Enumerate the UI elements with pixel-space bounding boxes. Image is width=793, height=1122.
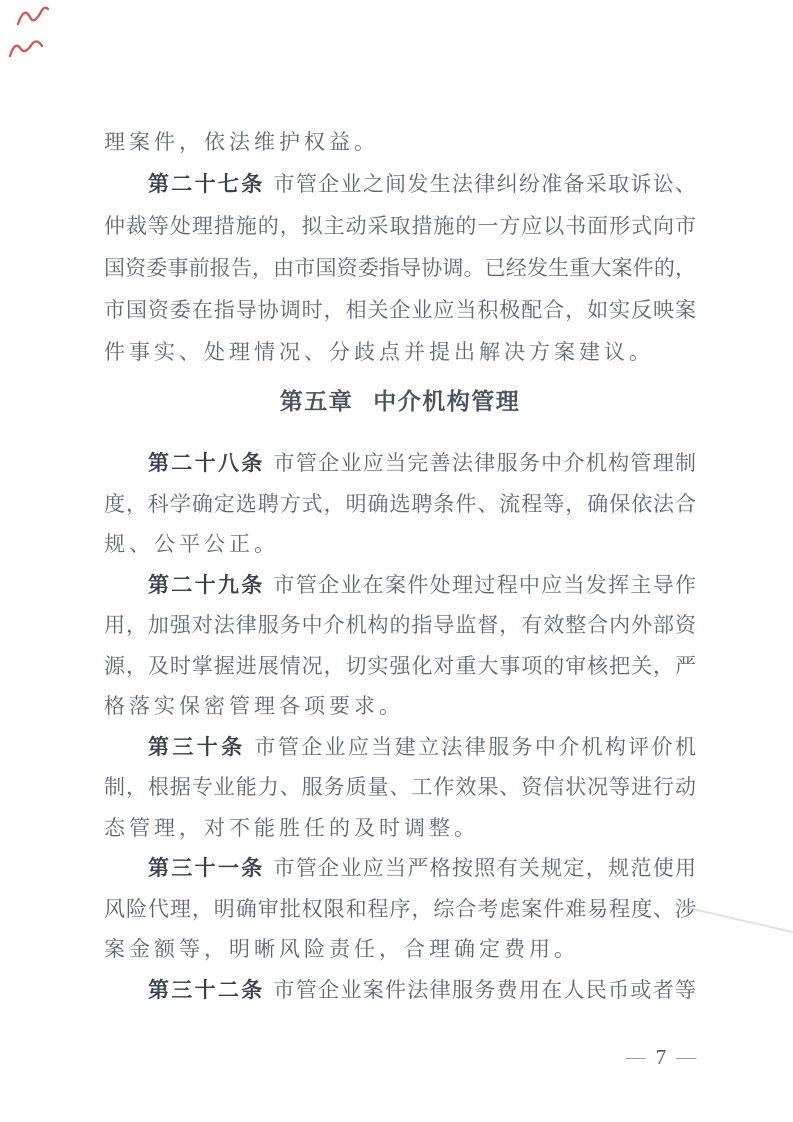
line-text: 案金额等，明晰风险责任，合理确定费用。 (104, 937, 579, 961)
body-line (104, 331, 696, 373)
body-line (104, 524, 696, 565)
line-text: 规、公平公正。 (104, 532, 279, 556)
line-text: 市管企业案件法律服务费用在人民币或者等 (273, 977, 696, 1002)
body-line (104, 767, 696, 808)
line-text: 仲裁等处理措施的，拟主动采取措施的一方应以书面形式向市 (104, 214, 696, 238)
line-text: 格落实保密管理各项要求。 (104, 694, 404, 718)
footer-dash-right: — (676, 1046, 697, 1068)
body-line (104, 929, 696, 970)
body-line (104, 121, 696, 163)
line-text: 市管企业之间发生法律纠纷准备采取诉讼、 (273, 172, 696, 196)
line-text: 件事实、处理情况、分歧点并提出解决方案建议。 (104, 340, 654, 364)
article-start-line (104, 727, 696, 768)
line-text: 市管企业在案件处理过程中应当发挥主导作 (273, 572, 696, 597)
line-text: 用，加强对法律服务中介机构的指导监督，有效整合内外部资 (104, 613, 696, 637)
footer-page-number: 7 (655, 1045, 667, 1069)
article-start-line (104, 443, 696, 484)
body-line (104, 808, 696, 849)
article-number: 第三十二条 (148, 977, 265, 1002)
body-line (104, 205, 696, 247)
body-line (104, 247, 696, 289)
line-text: 态管理，对不能胜任的及时调整。 (104, 815, 479, 840)
article-number: 第三十一条 (148, 856, 265, 880)
article-number: 第三十条 (148, 734, 246, 759)
page-footer (606, 1044, 716, 1070)
article-start-line (104, 970, 696, 1011)
line-text: 度，科学确定选聘方式，明确选聘条件、流程等，确保依法合 (104, 491, 696, 516)
line-text: 理案件，依法维护权益。 (104, 130, 379, 154)
line-text: 国资委事前报告，由市国资委指导协调。已经发生重大案件的， (104, 256, 696, 280)
line-text: 市国资委在指导协调时，相关企业应当积极配合，如实反映案 (104, 298, 696, 322)
red-pen-annotation-icon (4, 2, 52, 68)
line-text: 市管企业应当完善法律服务中介机构管理制 (273, 451, 696, 475)
article-start-line (104, 848, 696, 889)
line-text: 市管企业应当建立法律服务中介机构评价机 (254, 734, 696, 759)
line-text: 风险代理，明确审批权限和程序，综合考虑案件难易程度、涉 (104, 896, 696, 921)
footer-dash-left: — (625, 1046, 646, 1068)
chapter-heading (104, 381, 696, 423)
body-line (104, 889, 696, 930)
line-text: 制，根据专业能力、服务质量、工作效果、资信状况等进行动 (104, 775, 696, 799)
body-line (104, 686, 696, 727)
body-line (104, 646, 696, 687)
article-number: 第二十九条 (148, 572, 265, 597)
article-number: 第二十八条 (148, 451, 265, 475)
chapter-title: 中介机构管理 (373, 389, 521, 414)
line-text: 市管企业应当严格按照有关规定，规范使用 (273, 856, 696, 880)
body-line (104, 605, 696, 646)
article-start-line (104, 565, 696, 606)
document-lines (104, 121, 696, 1010)
chapter-number: 第五章 (279, 389, 354, 414)
line-text: 源，及时掌握进展情况，切实强化对重大事项的审核把关，严 (104, 653, 696, 678)
article-number: 第二十七条 (148, 172, 265, 196)
body-line (104, 484, 696, 525)
body-line (104, 289, 696, 331)
article-start-line (104, 163, 696, 205)
